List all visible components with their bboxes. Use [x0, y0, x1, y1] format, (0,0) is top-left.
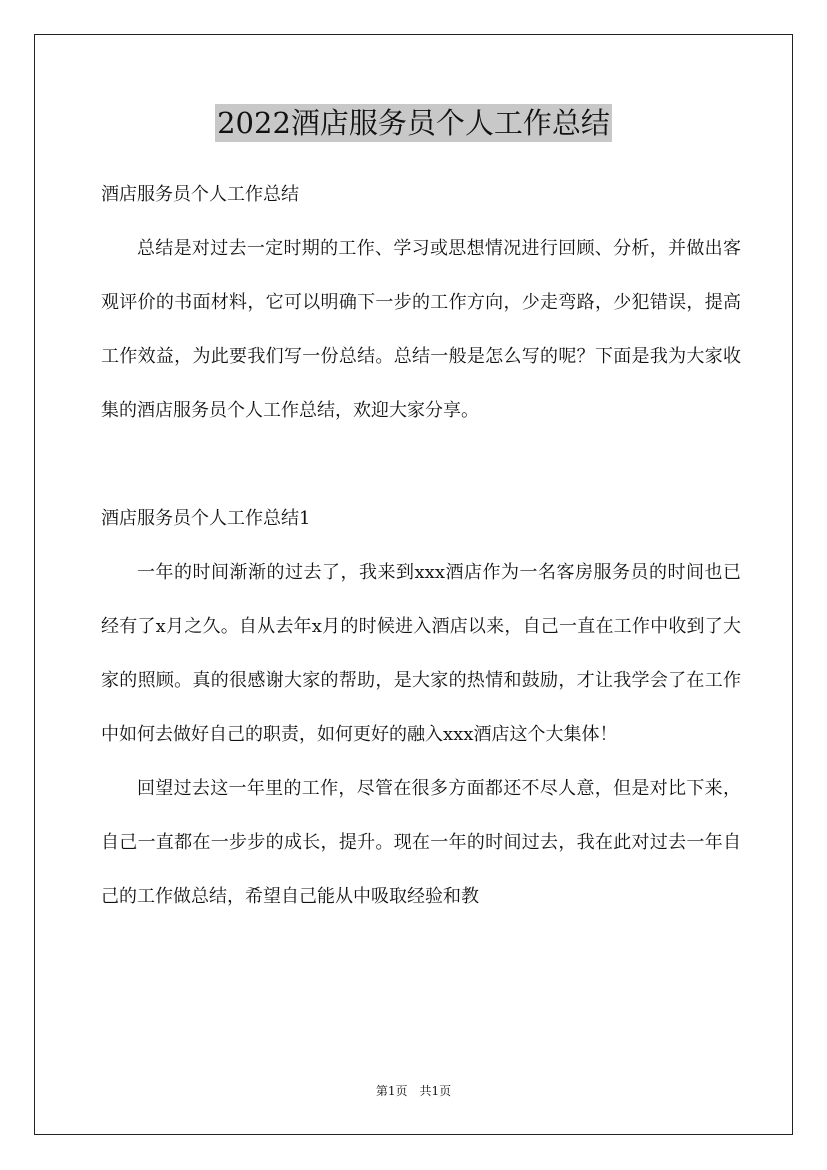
page-number: 第1页 — [375, 1084, 408, 1098]
document-title: 2022酒店服务员个人工作总结 — [217, 106, 610, 140]
paragraph: 总结是对过去一定时期的工作、学习或思想情况进行回顾、分析，并做出客观评价的书面材料，它可以明确下一步的工作方向，少走弯路，少犯错误，提高工作效益，为此要我们写一份总结。总结一般是怎么写的呢？下面是我为大家收集的酒店服务员个人工作总结，欢迎大家分享。 — [101, 238, 741, 421]
page-footer — [0, 1083, 827, 1099]
title-container — [0, 104, 827, 142]
paragraph: 一年的时间渐渐的过去了，我来到xxx酒店作为一名客房服务员的时间也已经有了x月之久。自从去年x月的时候进入酒店以来，自己一直在工作中收到了大家的照顾。真的很感谢大家的帮助，是大家的热情和鼓励，才让我学会了在工作中如何去做好自己的职责，如何更好的融入xxx酒店这个大集体！ — [101, 562, 741, 745]
section-heading: 酒店服务员个人工作总结 — [101, 184, 299, 205]
document-body — [101, 168, 741, 924]
page-total: 共1页 — [419, 1084, 452, 1098]
section-heading: 酒店服务员个人工作总结1 — [101, 508, 311, 529]
paragraph: 回望过去这一年里的工作，尽管在很多方面都还不尽人意，但是对比下来，自己一直都在一步步的成长，提升。现在一年的时间过去，我在此对过去一年自己的工作做总结，希望自己能从中吸取经验和教 — [101, 778, 741, 907]
section-spacer — [101, 438, 741, 492]
